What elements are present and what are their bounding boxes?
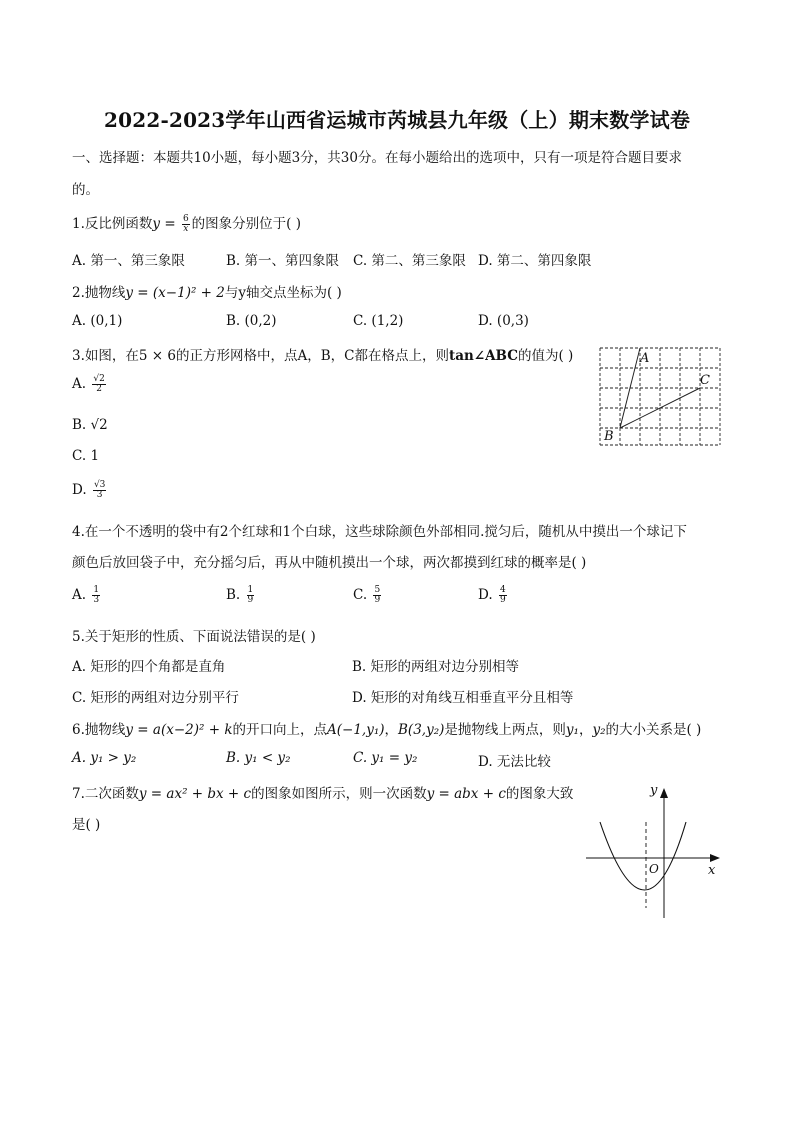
x-axis-arrow-icon [710,854,720,862]
question-3-stem [72,344,573,364]
option-letter: D. [72,482,87,498]
section-instructions-line2: 的。 [72,182,99,198]
question-number: 7. [72,786,85,802]
question-number: 3. [72,348,85,364]
stem-text: 的正方形网格中，点A，B，C都在格点上，则 [175,348,449,364]
stem-text: 关于矩形的性质、下面说法错误的是( ) [84,629,316,645]
math-eq: = [160,216,180,232]
option-a: A. 第一、第三象限 [72,253,185,269]
math-fraction [92,375,105,394]
math-y1: y₁ [565,722,579,738]
option-c: C. (1,2) [353,313,404,329]
stem-text: 的图象分别位于( ) [191,216,301,232]
option-a: A. 矩形的四个角都是直角 [72,659,226,675]
stem-text: 是抛物线上两点，则 [444,722,566,738]
option-b [72,417,108,433]
option-letter: B. [72,417,87,433]
question-number: 2. [72,285,85,301]
option-c: C. 第二、第三象限 [353,253,466,269]
math-fraction [182,215,190,234]
stem-text: 的大小关系是( ) [605,722,702,738]
option-letter: D. [478,587,493,603]
option-d: D. 第二、第四象限 [478,253,592,269]
point-label-c: C [700,373,710,388]
option-letter: C. [72,448,87,464]
math-expression: y = (x−1)² + 2 [125,285,225,301]
fraction-numerator: 6 [182,214,189,224]
math-fraction [373,586,381,605]
option-b: B. 矩形的两组对边分别相等 [352,659,520,675]
stem-text: 在一个不透明的袋中有2个红球和1个白球，这些球除颜色外部相同.搅匀后，随机从中摸出一个球记下 [84,524,687,540]
math-point-a: A(−1,y₁) [327,722,385,738]
option-letter: C. [353,587,368,603]
math-fraction [247,586,255,605]
option-value: √2 [90,417,108,433]
fraction-denominator: 9 [374,595,381,605]
option-a [72,586,102,605]
option-c [72,448,99,464]
stem-text: 与y轴交点坐标为( ) [224,285,342,301]
question-number: 5. [72,629,85,645]
fraction-denominator: 3 [93,595,100,605]
question-4-stem-line1 [72,520,687,540]
math-linear: y = abx + c [426,786,506,802]
question-number: 4. [72,524,85,540]
fraction-denominator: 9 [247,595,254,605]
question-number: 1. [72,216,85,232]
dashed-grid [600,348,720,445]
option-d [72,481,108,500]
option-c: C. y₁ = y₂ [353,750,418,766]
parabola-figure [582,778,728,924]
option-letter: A. [72,376,87,392]
question-7-stem-line1 [72,782,573,802]
question-6-stem [72,718,701,738]
page-title: 2022-2023学年山西省运城市芮城县九年级（上）期末数学试卷 [103,108,691,132]
math-expression: y = a(x−2)² + k [125,722,233,738]
fraction-numerator: 1 [93,585,100,595]
section-instructions-line1: 一、选择题：本题共10小题，每小题3分，共30分。在每小题给出的选项中，只有一项是符合题目要求 [72,150,682,166]
stem-text: 反比例函数 [84,216,153,232]
option-a: A. y₁ > y₂ [72,750,137,766]
stem-text: ， [578,722,593,738]
fraction-numerator: √3 [93,480,106,490]
math-y2: y₂ [592,722,606,738]
option-d: D. 无法比较 [478,754,551,770]
stem-text: 抛物线 [84,285,126,301]
fraction-denominator: x [183,224,189,234]
math-grid-size: 5 × 6 [138,348,176,364]
option-b: B. 第一、第四象限 [226,253,340,269]
origin-label: O [649,862,659,876]
y-axis-label: y [650,783,658,798]
question-4-stem-line2: 颜色后放回袋子中，充分摇匀后，再从中随机摸出一个球，两次都摸到红球的概率是( ) [72,555,587,571]
question-1-stem [72,212,301,234]
option-d: D. (0,3) [478,313,529,329]
option-a [72,375,108,394]
option-letter: B. [226,587,241,603]
grid-triangle-figure [594,342,724,450]
math-fraction [92,586,100,605]
stem-text: 的图象如图所示，则一次函数 [251,786,427,802]
fraction-numerator: 4 [499,585,506,595]
stem-text: 的图象大致 [505,786,574,802]
option-b: B. y₁ < y₂ [226,750,291,766]
option-d [478,586,509,605]
fraction-denominator: 3 [96,490,103,500]
fraction-denominator: 2 [96,384,102,394]
parabola-curve [600,822,686,890]
x-axis-label: x [708,863,716,878]
math-point-b: B(3,y₂) [398,722,445,738]
option-value: 1 [90,448,100,464]
option-d: D. 矩形的对角线互相垂直平分且相等 [352,690,574,706]
stem-text: 的开口向上，点 [232,722,327,738]
question-number: 6. [72,722,85,738]
stem-text: 抛物线 [84,722,126,738]
fraction-numerator: 5 [374,585,381,595]
question-7-stem-line2: 是( ) [72,817,101,833]
fraction-numerator: 1 [247,585,254,595]
option-a: A. (0,1) [72,313,123,329]
option-c: C. 矩形的两组对边分别平行 [72,690,239,706]
math-quadratic: y = ax² + bx + c [138,786,252,802]
stem-text: ， [384,722,399,738]
point-label-a: A [640,351,650,366]
question-2-stem [72,281,342,301]
math-expression: tan∠ABC [448,348,518,364]
fraction-numerator: √2 [93,374,105,384]
stem-text: 如图，在 [84,348,139,364]
question-5-stem [72,625,316,645]
option-letter: A. [72,587,87,603]
y-axis-arrow-icon [660,788,668,798]
option-b [226,586,256,605]
math-var: y [152,216,161,232]
math-fraction [499,586,507,605]
stem-text: 二次函数 [84,786,139,802]
fraction-denominator: 9 [499,595,506,605]
point-label-b: B [604,429,614,444]
option-c [353,586,383,605]
stem-text: 的值为( ) [517,348,574,364]
option-b: B. (0,2) [226,313,277,329]
math-fraction [93,481,106,500]
